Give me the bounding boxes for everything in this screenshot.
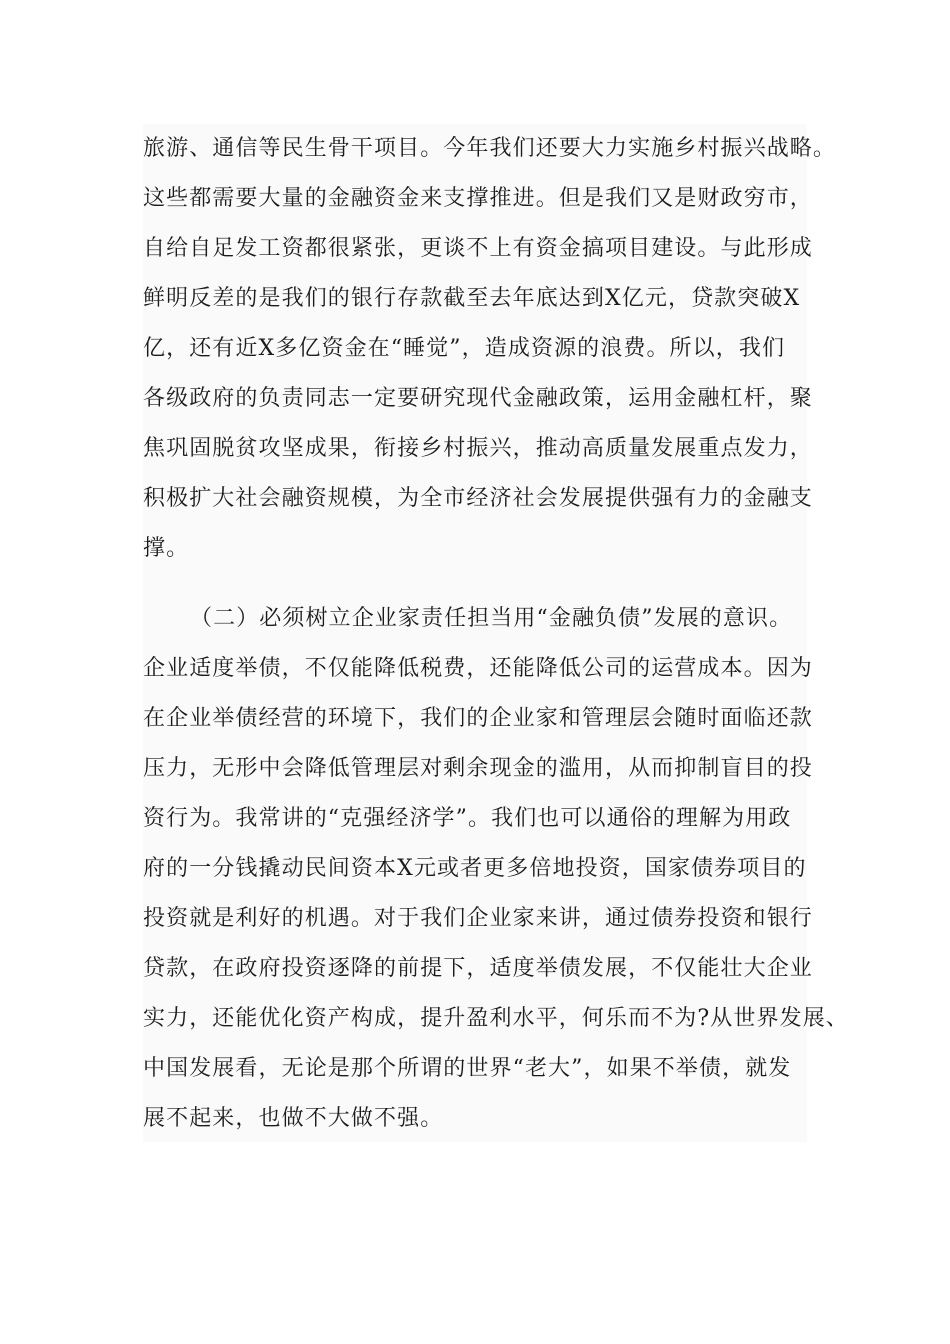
text-line: 焦巩固脱贫攻坚成果，衔接乡村振兴，推动高质量发展重点发力， xyxy=(143,436,813,461)
text-line: 鲜明反差的是我们的银行存款截至去年底达到X亿元，贷款突破X xyxy=(143,286,801,311)
text-line: 在企业举债经营的环境下，我们的企业家和管理层会随时面临还款 xyxy=(143,706,813,731)
section-heading: （二）必须树立企业家责任担当用“金融负债”发展的意识。 xyxy=(190,606,793,631)
text-line: 压力，无形中会降低管理层对剩余现金的滥用，从而抑制盲目的投 xyxy=(143,756,813,781)
text-line: 中国发展看，无论是那个所谓的世界“老大”，如果不举债，就发 xyxy=(143,1056,792,1081)
paragraph-section-two xyxy=(143,594,849,1144)
text-line: 投资就是利好的机遇。对于我们企业家来讲，通过债券投资和银行 xyxy=(143,906,813,931)
text-line: 自给自足发工资都很紧张，更谈不上有资金搞项目建设。与此形成 xyxy=(143,236,813,261)
text-line: 企业适度举债，不仅能降低税费，还能降低公司的运营成本。因为 xyxy=(143,656,813,681)
text-line: 积极扩大社会融资规模，为全市经济社会发展提供强有力的金融支 xyxy=(143,486,813,511)
text-line: 亿，还有近X多亿资金在“睡觉”，造成资源的浪费。所以，我们 xyxy=(143,336,786,361)
text-line: 贷款，在政府投资逐降的前提下，适度举债发展，不仅能壮大企业 xyxy=(143,956,813,981)
paragraph-financial-support xyxy=(143,124,837,574)
text-line: 资行为。我常讲的“克强经济学”。我们也可以通俗的理解为用政 xyxy=(143,806,792,831)
text-line: 各级政府的负责同志一定要研究现代金融政策，运用金融杠杆，聚 xyxy=(143,386,813,411)
text-line: 撑。 xyxy=(143,536,190,561)
text-line: 实力，还能优化资产构成，提升盈利水平，何乐而不为?从世界发展、 xyxy=(143,1006,849,1031)
text-line: 旅游、通信等民生骨干项目。今年我们还要大力实施乡村振兴战略。 xyxy=(143,136,837,161)
text-block xyxy=(143,124,849,1142)
text-line: 府的一分钱撬动民间资本X元或者更多倍地投资，国家债券项目的 xyxy=(143,856,807,881)
text-line: 这些都需要大量的金融资金来支撑推进。但是我们又是财政穷市， xyxy=(143,186,813,211)
text-line: 展不起来，也做不大做不强。 xyxy=(143,1106,444,1131)
